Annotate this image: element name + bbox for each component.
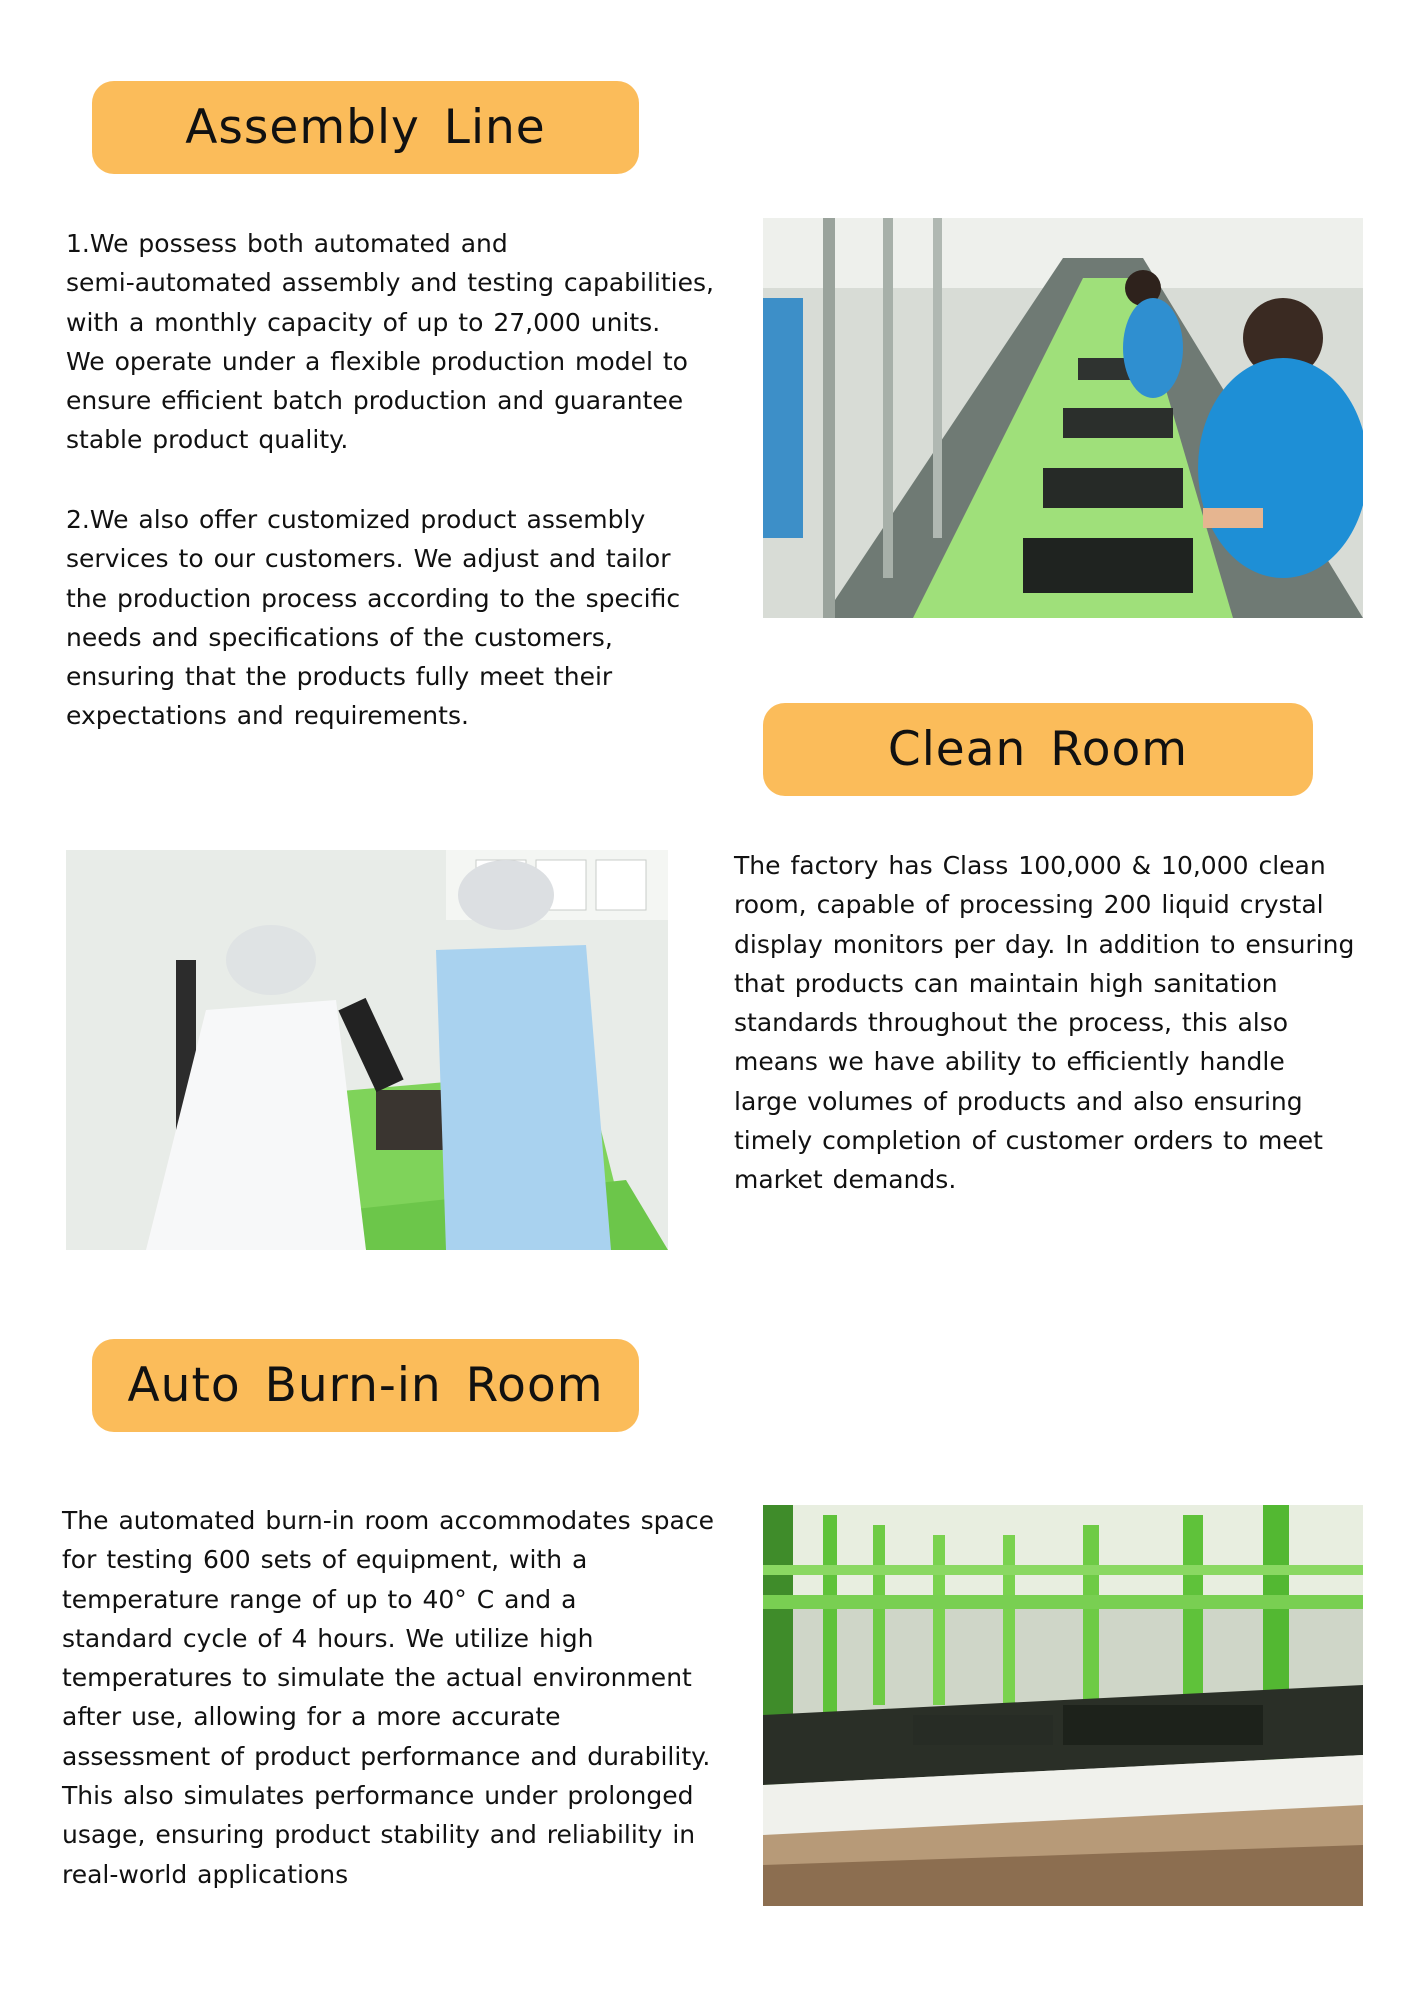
burn-in-room-heading (92, 1339, 639, 1432)
assembly-line-heading (92, 81, 639, 174)
clean-room-paragraph: The factory has Class 100,000 & 10,000 clean room, capable of processing 200 liquid crystal display monitors per day. In addition to ensuring that products can maintain high sanitation standards throughout the process, this also means we have ability to efficiently handle large volumes of products and also ensuring timely completion of customer orders to meet market demands. (734, 851, 1355, 1195)
assembly-paragraph-1: 1.We possess both automated and semi-automated assembly and testing capabilities, with a monthly capacity of up to 27,000 units. We operate under a flexible production model to ensure efficient batch production and guarantee stable product quality. (66, 229, 714, 455)
clean-room-photo (66, 850, 668, 1250)
assembly-line-photo (763, 218, 1363, 618)
assembly-paragraph-2: 2.We also offer customized product assembly services to our customers. We adjust and tailor the production process according to the specific needs and specifications of the customers, ensuring that the products fully meet their expectations and requirements. (66, 505, 681, 731)
burn-in-paragraph: The automated burn-in room accommodates space for testing 600 sets of equipment, with a temperature range of up to 40° C and a standard cycle of 4 hours. We utilize high temperatures to simulate the actual environment after use, allowing for a more accurate assessment of product performance and durability. This also simulates performance under prolonged usage, ensuring product stability and reliability in real-world applications (62, 1506, 714, 1889)
clean-room-heading (763, 703, 1313, 796)
clean-room-title: Clean Room (887, 722, 1189, 777)
burn-in-room-title: Auto Burn-in Room (127, 1358, 604, 1413)
assembly-line-title: Assembly Line (185, 100, 546, 155)
burn-in-room-photo (763, 1505, 1363, 1906)
